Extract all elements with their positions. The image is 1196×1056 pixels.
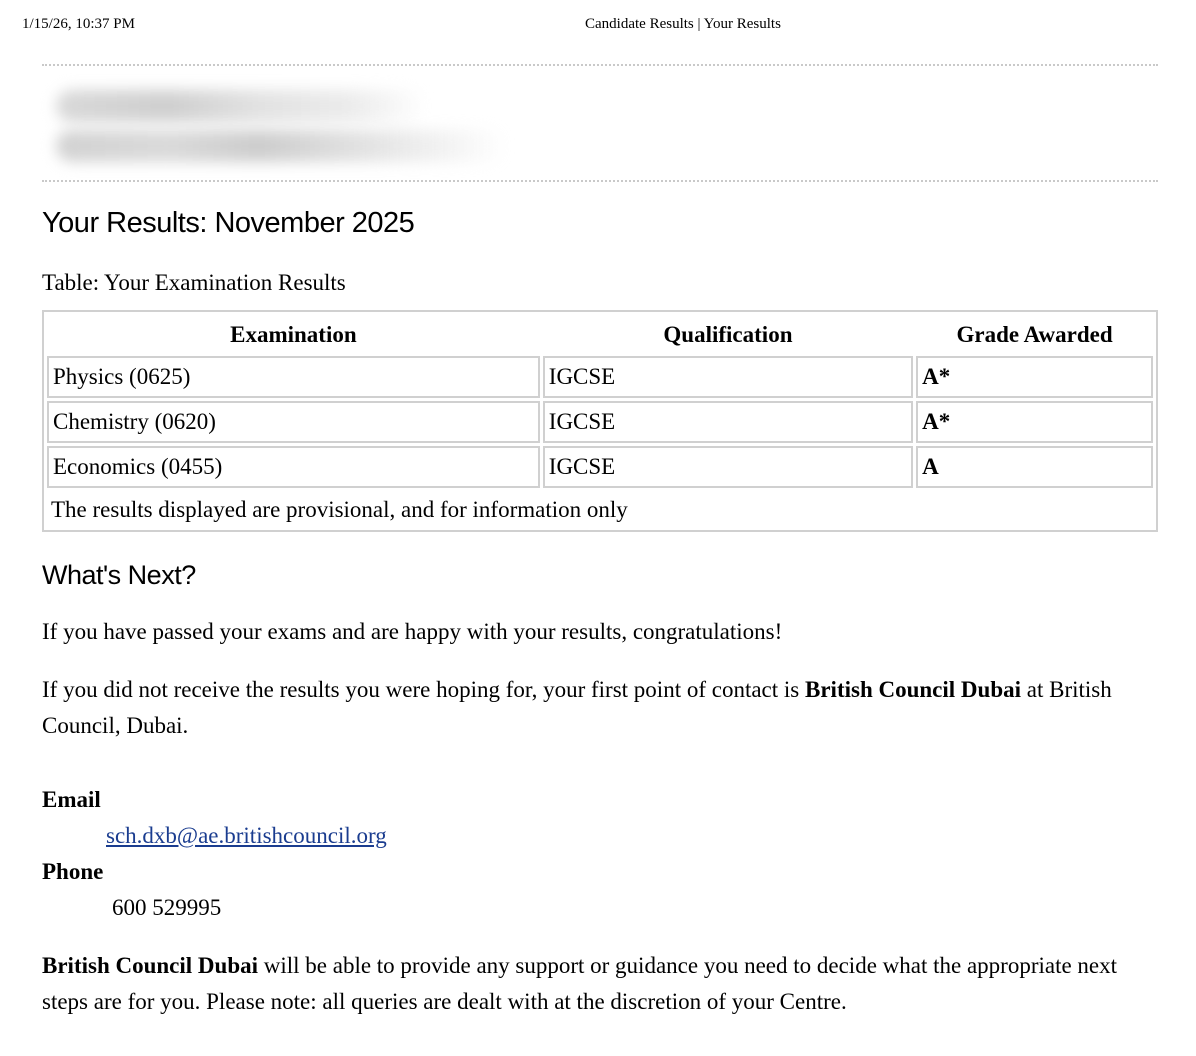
redacted-candidate-name [56, 90, 426, 122]
contact-intro-before: If you did not receive the results you were hoping for, your first point of contact is [42, 677, 805, 702]
results-table [42, 310, 1158, 532]
column-header-qualification: Qualification [663, 322, 793, 347]
table-header-row [47, 315, 1153, 353]
closing-centre-name: British Council Dubai [42, 953, 258, 978]
table-row [47, 446, 1153, 488]
qualification-cell: IGCSE [543, 446, 913, 488]
phone-value: 600 529995 [112, 895, 222, 920]
grade-cell: A* [916, 401, 1153, 443]
qualification-cell: IGCSE [543, 356, 913, 398]
email-label: Email [42, 787, 101, 812]
email-link[interactable]: sch.dxb@ae.britishcouncil.org [106, 823, 387, 848]
column-header-grade: Grade Awarded [956, 322, 1113, 347]
contact-details [42, 782, 1158, 926]
examination-cell: Physics (0625) [47, 356, 540, 398]
candidate-details-redacted [42, 66, 1158, 180]
print-header [22, 16, 1174, 36]
closing-body: will be able to provide any support or guidance you need to decide what the appropriate next steps are for you. Please note: all queries are dealt with at the discretion of your Centre. [42, 953, 1118, 1014]
results-page [42, 64, 1158, 1020]
grade-cell: A* [916, 356, 1153, 398]
qualification-cell: IGCSE [543, 401, 913, 443]
provisional-note-row [47, 491, 1153, 527]
bottom-divider [42, 180, 1158, 182]
print-date: 1/15/26, 10:37 PM [22, 16, 135, 32]
table-row [47, 401, 1153, 443]
contact-intro-text [42, 672, 1158, 744]
results-heading: Your Results: November 2025 [42, 207, 415, 239]
email-value [42, 818, 1158, 854]
whats-next-heading: What's Next? [42, 560, 196, 590]
contact-intro-after: at British Council, Dubai. [42, 677, 1112, 738]
table-row [47, 356, 1153, 398]
grade-cell: A [916, 446, 1153, 488]
redacted-candidate-number [56, 130, 506, 162]
table-caption: Table: Your Examination Results [42, 270, 346, 295]
centre-name: British Council Dubai [805, 677, 1021, 702]
congratulations-text: If you have passed your exams and are happy with your results, congratulations! [42, 619, 783, 644]
provisional-note: The results displayed are provisional, and for information only [51, 497, 628, 522]
examination-cell: Chemistry (0620) [47, 401, 540, 443]
phone-label: Phone [42, 859, 104, 884]
closing-text [42, 948, 1158, 1020]
column-header-examination: Examination [230, 322, 357, 347]
print-page-title: Candidate Results | Your Results [585, 16, 781, 32]
examination-cell: Economics (0455) [47, 446, 540, 488]
